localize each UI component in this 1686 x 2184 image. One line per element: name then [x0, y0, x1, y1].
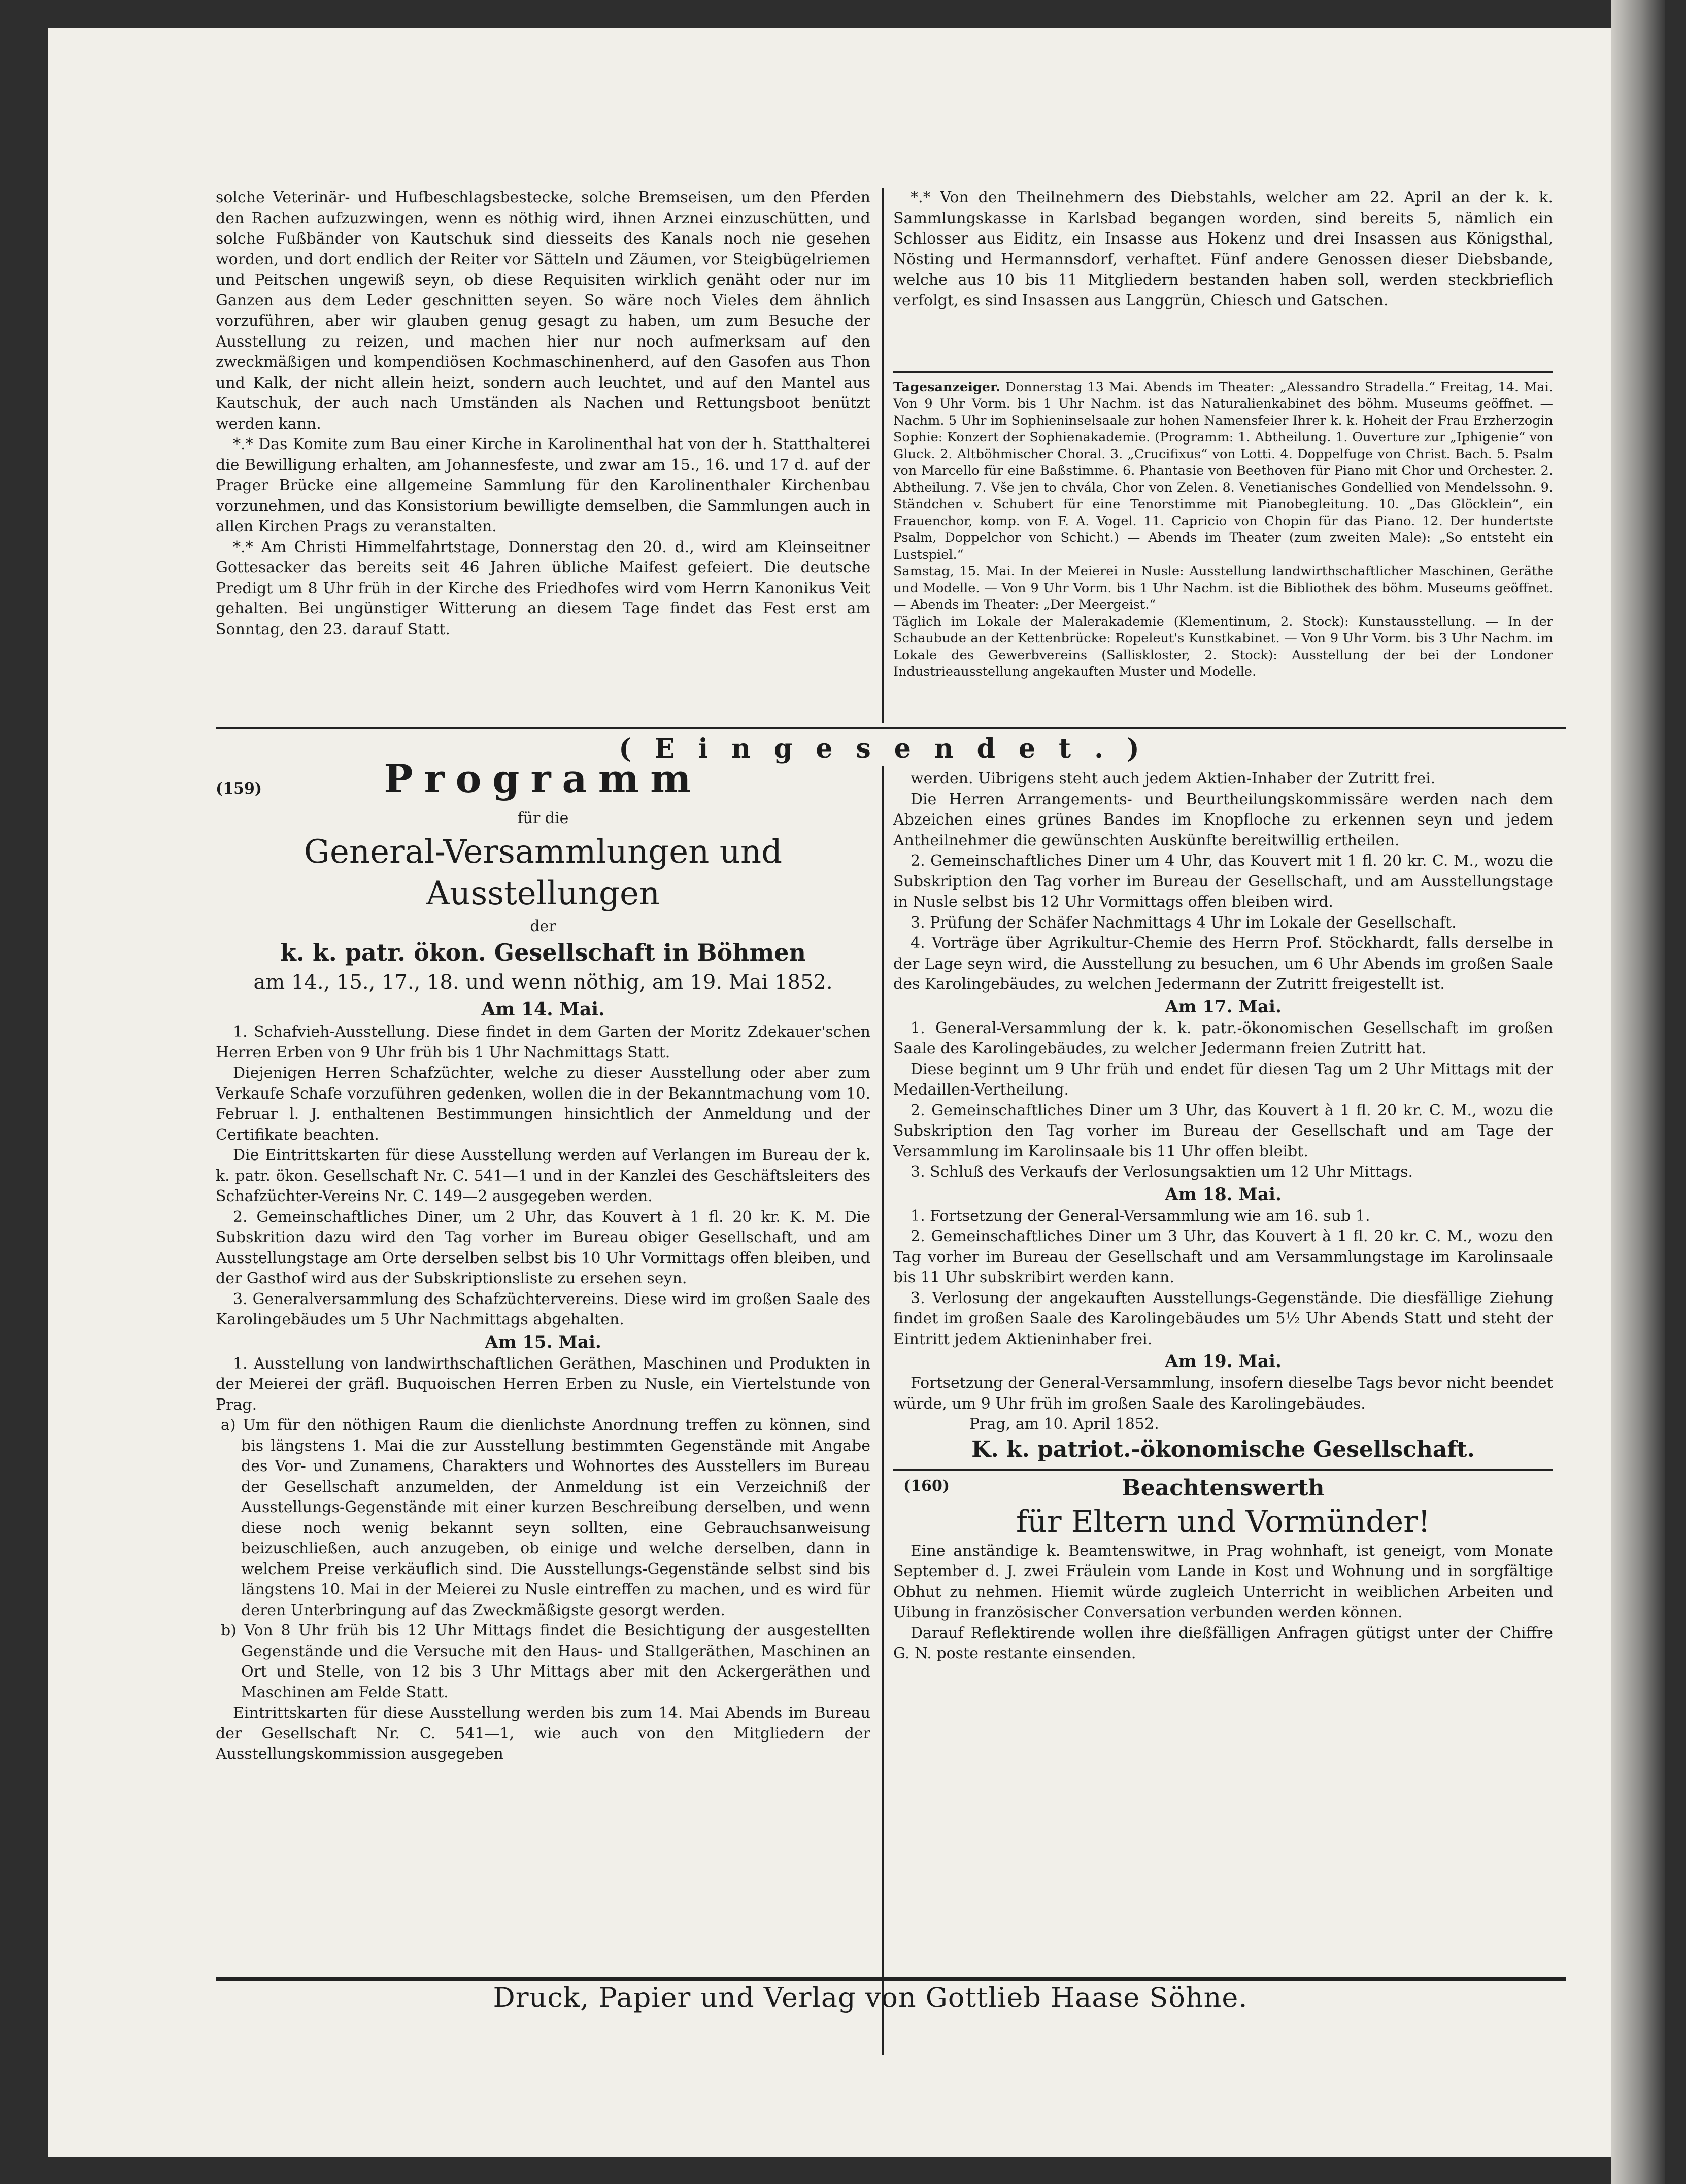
tagesanzeiger-entry: Donnerstag 13 Mai. Abends im Theater: „Alessandro Stradella.“ Freitag, 14. Mai. Von 9 Uhr Vorm. bis 1 Uhr Nachm. ist das Naturalienkabinet des böhm. Museums geöffnet. — Nachm. 5 Uhr im Sophieninselsaale zur hohen Namensfeier Ihrer k. k. Hoheit der Frau Erzherzogin Sophie: Konzert der Sophienakademie. (Programm: 1. Abtheilung. 1. Ouverture zur „Iphigenie“ von Gluck. 2. Altböhmischer Choral. 3. „Crucifixus“ von Lotti. 4. Doppelfuge von Christ. Bach. 5. Psalm von Marcello für eine Baßstimme. 6. Phantasie von Beethoven für Piano mit Chor und Orchester. 2. Abtheilung. 7. Vše jen to chvála, Chor von Zelen. 8. Venetianisches Gondellied von Mendelssohn. 9. Ständchen v. Schubert für eine Tenorstimme mit Pianobegleitung. 10. „Das Glöcklein“, ein Frauenchor, komp. von F. A. Vogel. 11. Capricio von Chopin für das Piano. 12. Der hundertste Psalm, Doppelchor von Schicht.) — Abends im Theater (zum zweiten Male): „So entsteht ein Lustspiel.“ [893, 380, 1553, 562]
day14-item-3: 3. Generalversammlung des Schafzüchtervereins. Diese wird im großen Saale des Karolingebäudes um 5 Uhr Nachmittags abgehalten. [216, 1290, 870, 1328]
day17-item-1: 1. General-Versammlung der k. k. patr.-ökonomischen Gesellschaft im großen Saale des Karolingebäudes, zu welcher Jedermann freien Zutritt hat. [893, 1019, 1553, 1057]
day14-item-2: 2. Gemeinschaftliches Diner, um 2 Uhr, das Kouvert à 1 fl. 20 kr. K. M. Die Subskrition dazu wird den Tag vorher im Bureau obiger Gesellschaft, und am Ausstellungstage am Orte derselben selbst bis 10 Uhr Vormittags offen bleiben, und der Gasthof wird aus der Subskriptionsliste zu ersehen seyn. [216, 1208, 870, 1287]
day14-item-1a: Diejenigen Herren Schafzüchter, welche zu dieser Ausstellung oder aber zum Verkaufe Schafe vorzuführen gedenken, wollen die in der Bekanntmachung vom 10. Februar l. J. enthaltenen Bestimmungen hinsichtlich der Anmeldung und der Certifikate beachten. [216, 1064, 870, 1144]
day15-item-2: 2. Gemeinschaftliches Diner um 4 Uhr, das Kouvert mit 1 fl. 20 kr. C. M., wozu die Subskription den Tag vorher im Bureau der Gesellschaft, und am Ausstellungstage in Nusle selbst bis 12 Uhr Vormittags offen bleiben wird. [893, 852, 1553, 911]
day15-item-a: a) Um für den nöthigen Raum die dienlichste Anordnung treffen zu können, sind bis längstens 1. Mai die zur Ausstellung bestimmten Gegenstände mit Angabe des Vor- und Zunamens, Charakters und Wohnortes des Ausstellers im Bureau der Gesellschaft anzumelden, der Anmeldung ist ein Verzeichniß der Ausstellungs-Gegenstände mit einer kurzen Beschreibung derselben, und wenn diese noch wenig bekannt seyn sollten, eine Gebrauchsanweisung beizuschließen, auch anzugeben, ob einige und welche derselben, dann in welchem Preise verkäuflich sind. Die Ausstellungs-Gegenstände selbst sind bis längstens 10. Mai in der Meierei zu Nusle eintreffen zu machen, und es wird für deren Unterbringung auf das Zweckmäßigste gesorgt werden. [221, 1416, 870, 1619]
column-divider-bottom [882, 766, 884, 2055]
day18-item-3: 3. Verlosung der angekauften Ausstellungs-Gegenstände. Die diesfällige Ziehung findet im großen Saale des Karolingebäudes um 5½ Uhr Abends Statt und steht der Eintritt jedem Aktieninhaber frei. [893, 1289, 1553, 1348]
page-content [167, 152, 1573, 2055]
page-edge-shadow [1611, 0, 1665, 2184]
theft-paragraph: *.* Von den Theilnehmern des Diebstahls, welcher am 22. April an der k. k. Sammlungskasse in Karlsbad begangen worden, sind bereits 5, nämlich ein Schlosser aus Eiditz, ein Insasse aus Hokenz und drei Insassen aus Königsthal, Nösting und Hermannsdorf, verhaftet. Fünf andere Genossen dieser Diebsbande, welche aus 10 bis 11 Mitgliedern bestanden haben soll, werden steckbrieflich verfolgt, es sind Insassen aus Langgrün, Chiesch und Gatschen. [893, 189, 1553, 310]
bottom-rule [216, 1977, 1566, 1981]
day18-item-1: 1. Fortsetzung der General-Versammlung wie am 16. sub 1. [911, 1207, 1370, 1225]
top-right-column [893, 188, 1553, 311]
day-heading-17: Am 17. Mai. [1165, 996, 1282, 1017]
day17-item-3: 3. Schluß des Verkaufs der Verlosungsaktien um 12 Uhr Mittags. [911, 1163, 1413, 1181]
day15-item-3: 3. Prüfung der Schäfer Nachmittags 4 Uhr im Lokale der Gesellschaft. [911, 913, 1457, 932]
day17-item-1a: Diese beginnt um 9 Uhr früh und endet für diesen Tag um 2 Uhr Mittags mit der Medaillen-Vertheilung. [893, 1060, 1553, 1099]
program-left-column [216, 756, 870, 1765]
day-heading-14: Am 14. Mai. [481, 999, 605, 1020]
section-divider [216, 727, 1566, 729]
program-dates: am 14., 15., 17., 18. und wenn nöthig, am 19. Mai 1852. [253, 971, 833, 994]
fuer-die-text: für die [517, 809, 569, 827]
day-heading-15: Am 15. Mai. [485, 1332, 601, 1352]
society-signature: K. k. patriot.-ökonomische Gesellschaft. [971, 1436, 1475, 1462]
notice-divider [893, 1469, 1553, 1471]
day18-item-2: 2. Gemeinschaftliches Diner um 3 Uhr, das Kouvert à 1 fl. 20 kr. C. M., wozu den Tag vorher im Bureau der Gesellschaft und am Versammlungstage im Karolinsaale bis 11 Uhr subskribirt werden kann. [893, 1227, 1553, 1286]
top-left-column [216, 188, 870, 640]
program-title: Programm [384, 756, 702, 801]
place-date: Prag, am 10. April 1852. [969, 1415, 1159, 1433]
day19-item: Fortsetzung der General-Versammlung, insofern dieselbe Tags bevor nicht beendet würde, um 9 Uhr früh im großen Saale des Karolingebäudes. [893, 1374, 1553, 1413]
day15-continuation: werden. Uibrigens steht auch jedem Aktien-Inhaber der Zutritt frei. [911, 770, 1436, 788]
der-text: der [530, 917, 556, 935]
program-right-column [893, 769, 1553, 1664]
tagesanzeiger-divider [893, 371, 1553, 373]
notice-number: (160) [903, 1477, 950, 1495]
day15-item-b: b) Von 8 Uhr früh bis 12 Uhr Mittags findet die Besichtigung der ausgestellten Gegenstände und die Versuche mit den Haus- und Stallgeräthen, Maschinen an Ort und Stelle, von 12 bis 3 Uhr Mittags aber mit den Ackergeräthen und Maschinen am Felde Statt. [221, 1622, 870, 1701]
eingesendet-heading: (Eingesendet.) [619, 733, 1163, 764]
day-heading-18: Am 18. Mai. [1165, 1184, 1282, 1205]
day15-item-4: 4. Vorträge über Agrikultur-Chemie des Herrn Prof. Stöckhardt, falls derselbe in der Lage seyn wird, die Ausstellung zu besuchen, um 6 Uhr Abends im großen Saale des Karolingebäudes, zu welchen Jedermann der Zutritt freigestellt ist. [893, 934, 1553, 993]
day15-item-c: Eintrittskarten für diese Ausstellung werden bis zum 14. Mai Abends im Bureau der Gesellschaft Nr. C. 541—1, wie auch von den Mitgliedern der Ausstellungskommission ausgegeben [216, 1704, 870, 1763]
maifest-paragraph: *.* Am Christi Himmelfahrtstage, Donnerstag den 20. d., wird am Kleinseitner Gottesacker das bereits seit 46 Jahren übliche Maifest gefeiert. Die deutsche Predigt um 8 Uhr früh in der Kirche des Friedhofes wird vom Herrn Kanonikus Veit gehalten. Bei ungünstiger Witterung an diesem Tage findet das Fest erst am Sonntag, den 23. darauf Statt. [216, 538, 870, 638]
ad-number: (159) [216, 780, 262, 798]
column-divider-top [882, 188, 884, 723]
notice-text-2: Darauf Reflektirende wollen ihre dießfälligen Anfragen gütigst unter der Chiffre G. N. poste restante einsenden. [893, 1624, 1553, 1662]
day15-item-1: 1. Ausstellung von landwirthschaftlichen Geräthen, Maschinen und Produkten in der Meierei der gräfl. Buquoischen Herren Erben zu Nusle, ein Viertelstunde von Prag. [216, 1354, 870, 1414]
day15-commissioners: Die Herren Arrangements- und Beurtheilungskommissäre werden nach dem Abzeichen eines grünes Bandes im Knopfloche zu erkennen seyn und jedem Antheilnehmer die gewünschten Auskünfte bereitwillig ertheilen. [893, 790, 1553, 849]
notice-title: für Eltern und Vormünder! [1016, 1504, 1430, 1540]
tagesanzeiger-entry: Samstag, 15. Mai. In der Meierei in Nusle: Ausstellung landwirthschaftlicher Maschinen, Geräthe und Modelle. — Von 9 Uhr Vorm. bis 1 Uhr Nachm. ist die Bibliothek des böhm. Museums geöffnet. — Abends im Theater: „Der Meergeist.“ [893, 564, 1553, 612]
notice-text: Eine anständige k. Beamtenswitwe, in Prag wohnhaft, ist geneigt, vom Monate September d. J. zwei Fräulein vom Lande in Kost und Wohnung und in sorgfältige Obhut zu nehmen. Hiemit würde zugleich Unterricht in weiblichen Arbeiten und Uibung in französischer Conversation verbunden werden können. [893, 1542, 1553, 1621]
tagesanzeiger-block [893, 379, 1553, 680]
notice-heading: Beachtenswerth [1122, 1475, 1325, 1501]
day-heading-19: Am 19. Mai. [1165, 1351, 1282, 1372]
society-name: k. k. patr. ökon. Gesellschaft in Böhmen [280, 939, 806, 966]
tagesanzeiger-entry: Täglich im Lokale der Malerakademie (Klementinum, 2. Stock): Kunstausstellung. — In der Schaubude an der Kettenbrücke: Ropeleut's Kunstkabinet. — Von 9 Uhr Vorm. bis 3 Uhr Nachm. im Lokale des Gewerbvereins (Salliskloster, 2. Stock): Ausstellung der bei der Londoner Industrieausstellung angekauften Muster und Modelle. [893, 614, 1553, 679]
tagesanzeiger-heading: Tagesanzeiger. [893, 380, 1000, 395]
program-subtitle: General-Versammlungen und Ausstellungen [304, 833, 783, 912]
church-collection-paragraph: *.* Das Komite zum Bau einer Kirche in Karolinenthal hat von der h. Statthalterei die Bewilligung erhalten, am Johannesfeste, und zwar am 15., 16. und 17 d. auf der Prager Brücke eine allgemeine Sammlung für den Karolinenthaler Kirchenbau vorzunehmen, und das Konsistorium bewilligte demselben, die Sammlungen auch in allen Kirchen Prags zu veranstalten. [216, 435, 870, 535]
veterinary-paragraph: solche Veterinär- und Hufbeschlagsbestecke, solche Bremseisen, um den Pferden den Rachen aufzuzwingen, wenn es nöthig wird, ihnen Arznei einzuschütten, und solche Fußbänder von Kautschuk sind diesseits des Kanals noch nie gesehen worden, und dort endlich der Reiter vor Sätteln und Zäumen, vor Steigbügelriemen und Peitschen ungewiß seyn, ob diese Requisiten wirklich genäht oder nur im Ganzen aus dem Leder geschnitten seyen. So wäre noch Vieles dem ähnlich vorzuführen, aber wir glauben genug gesagt zu haben, um zum Besuche der Ausstellung zu reizen, und machen hier nur noch aufmerksam auf den zweckmäßigen und kompendiösen Kochmaschinenherd, auf den Gasofen aus Thon und Kalk, der nicht allein heizt, sondern auch leuchtet, und auf den Mantel aus Kautschuk, der auch nach Umständen als Nachen und Rettungsboot benützt werden kann. [216, 189, 870, 433]
printer-imprint: Druck, Papier und Verlag von Gottlieb Haase Söhne. [493, 1982, 1248, 2014]
day14-item-1b: Die Eintrittskarten für diese Ausstellung werden auf Verlangen im Bureau der k. k. patr. ökon. Gesellschaft Nr. C. 541—1 und in der Kanzlei des Geschäftsleiters des Schafzüchter-Vereins Nr. C. 149—2 ausgegeben werden. [216, 1146, 870, 1205]
day17-item-2: 2. Gemeinschaftliches Diner um 3 Uhr, das Kouvert à 1 fl. 20 kr. C. M., wozu die Subskription den Tag vorher im Bureau der Gesellschaft und am Tage der Versammlung im Karolinsaale bis 11 Uhr offen bleibt. [893, 1101, 1553, 1161]
day14-item-1: 1. Schafvieh-Ausstellung. Diese findet in dem Garten der Moritz Zdekauer'schen Herren Erben von 9 Uhr früh bis 1 Uhr Nachmittags Statt. [216, 1023, 870, 1062]
